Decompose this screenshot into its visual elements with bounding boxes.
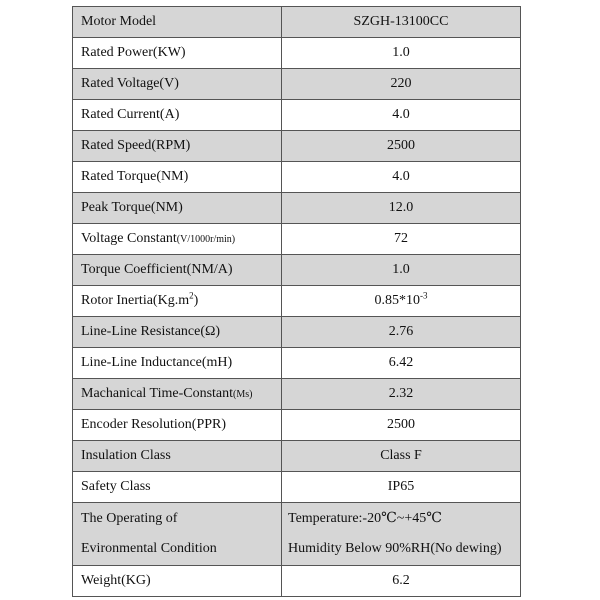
row-value: SZGH-13100CC	[282, 7, 521, 38]
row-value: 1.0	[282, 255, 521, 286]
row-label: Safety Class	[73, 472, 282, 503]
row-label: Encoder Resolution(PPR)	[73, 410, 282, 441]
row-value: 2500	[282, 410, 521, 441]
row-label: Motor Model	[73, 7, 282, 38]
row-value: 220	[282, 69, 521, 100]
table-row-rated-torque	[73, 162, 521, 193]
row-label-text: Rotor Inertia(Kg.m	[81, 293, 190, 308]
row-value-text: 0.85*10	[374, 293, 420, 308]
row-label-line: Evironmental Condition	[81, 541, 217, 556]
row-value: 4.0	[282, 162, 521, 193]
row-value: 2.32	[282, 379, 521, 410]
table-row-torque-coefficient	[73, 255, 521, 286]
row-label-tail: )	[193, 293, 199, 308]
table-row-peak-torque	[73, 193, 521, 224]
row-value: 6.42	[282, 348, 521, 379]
table-row-resistance	[73, 317, 521, 348]
row-label: Line-Line Resistance(Ω)	[73, 317, 282, 348]
table-row-rotor-inertia	[73, 286, 521, 317]
row-value: 6.2	[282, 566, 521, 597]
row-label	[73, 379, 282, 410]
row-label-unit: (V/1000r/min)	[176, 233, 236, 245]
row-label	[73, 503, 282, 566]
table-row-inductance	[73, 348, 521, 379]
table-row-rated-power	[73, 38, 521, 69]
row-label-text: Machanical Time-Constant	[81, 385, 234, 401]
row-label: Insulation Class	[73, 441, 282, 472]
table-row-operating-environment	[73, 503, 521, 566]
row-value-line: Temperature:-20℃~+45℃	[288, 511, 442, 526]
row-value-superscript: -3	[420, 290, 428, 301]
row-value	[282, 503, 521, 566]
row-label-superscript: 2	[189, 290, 194, 301]
row-value: IP65	[282, 472, 521, 503]
row-value: 72	[282, 224, 521, 255]
row-value-line: Humidity Below 90%RH(No dewing)	[288, 541, 502, 556]
table-row-safety-class	[73, 472, 521, 503]
row-label: Rated Voltage(V)	[73, 69, 282, 100]
row-value: Class F	[282, 441, 521, 472]
row-value: 2500	[282, 131, 521, 162]
row-value: 12.0	[282, 193, 521, 224]
table-row-rated-voltage	[73, 69, 521, 100]
table-row-voltage-constant	[73, 224, 521, 255]
row-label-text: Voltage Constant	[81, 230, 177, 246]
row-value: 4.0	[282, 100, 521, 131]
row-value: 1.0	[282, 38, 521, 69]
table-row-rated-speed	[73, 131, 521, 162]
row-label: Rated Current(A)	[73, 100, 282, 131]
table-row-motor-model	[73, 7, 521, 38]
row-label: Torque Coefficient(NM/A)	[73, 255, 282, 286]
row-label: Rated Speed(RPM)	[73, 131, 282, 162]
table-row-weight	[73, 566, 521, 597]
row-value: 2.76	[282, 317, 521, 348]
motor-spec-table	[72, 6, 521, 597]
table-row-insulation-class	[73, 441, 521, 472]
row-label-unit: (Ms)	[233, 388, 253, 400]
row-value	[282, 286, 521, 317]
table-row-time-constant	[73, 379, 521, 410]
row-label: Weight(KG)	[73, 566, 282, 597]
row-label-line: The Operating of	[81, 511, 178, 526]
row-label	[73, 286, 282, 317]
row-label: Rated Torque(NM)	[73, 162, 282, 193]
row-label	[73, 224, 282, 255]
row-label: Rated Power(KW)	[73, 38, 282, 69]
row-label: Peak Torque(NM)	[73, 193, 282, 224]
row-label: Line-Line Inductance(mH)	[73, 348, 282, 379]
table-row-encoder-resolution	[73, 410, 521, 441]
table-row-rated-current	[73, 100, 521, 131]
